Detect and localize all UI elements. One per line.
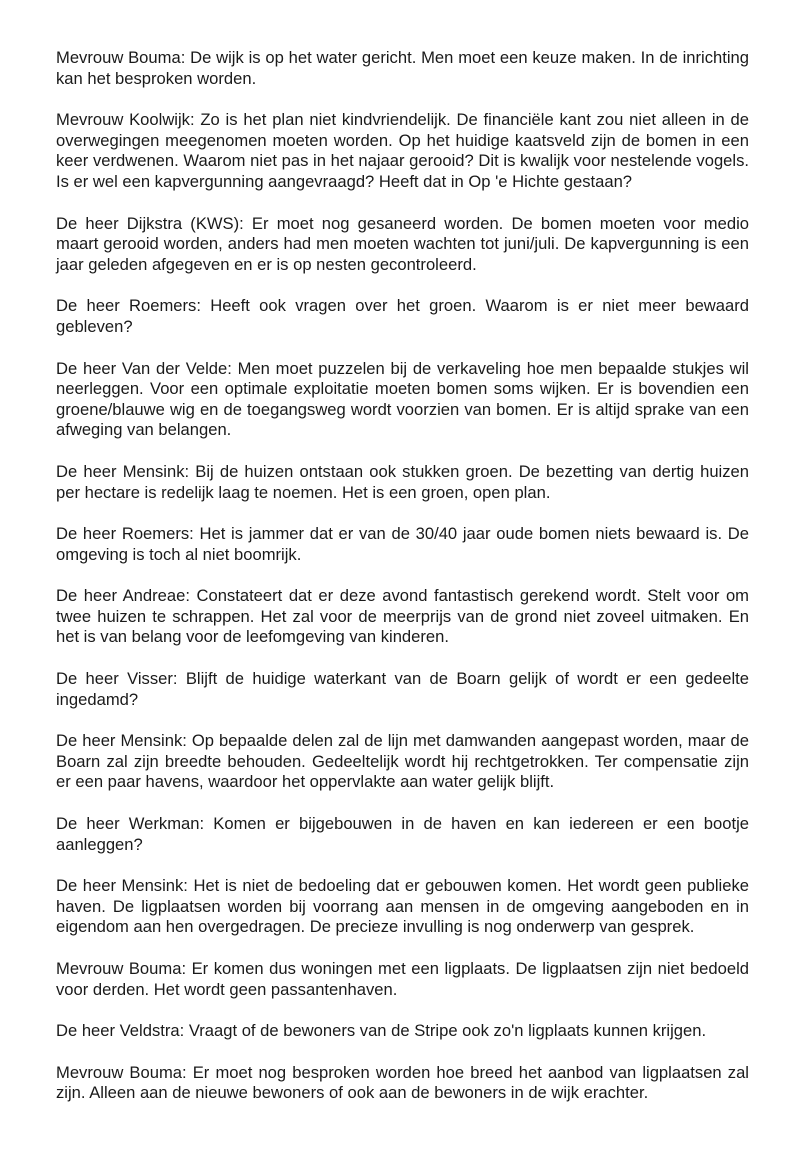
paragraph-mensink-3: De heer Mensink: Het is niet de bedoeling dat er gebouwen komen. Het wordt geen publieke haven. De ligplaatsen worden bij voorrang aan mensen in de omgeving aangeboden en in eigendom aan hen overgedragen. De precieze invulling is nog onderwerp van gesprek. [56,876,749,937]
paragraph-mensink-1: De heer Mensink: Bij de huizen ontstaan ook stukken groen. De bezetting van dertig huizen per hectare is redelijk laag te noemen. Het is een groen, open plan. [56,461,749,502]
paragraph-mensink-2: De heer Mensink: Op bepaalde delen zal de lijn met damwanden aangepast worden, maar de Boarn zal zijn breedte behouden. Gedeeltelijk wordt hij rechtgetrokken. Ter compensatie zijn er een paar havens, waardoor het oppervlakte aan water gelijk blijft. [56,731,749,792]
paragraph-andreae: De heer Andreae: Constateert dat er deze avond fantastisch gerekend wordt. Stelt voor om twee huizen te schrappen. Het zal voor de meerprijs van de grond niet zoveel uitmaken. En het is van belang voor de leefomgeving van kinderen. [56,586,749,647]
paragraph-roemers-1: De heer Roemers: Heeft ook vragen over het groen. Waarom is er niet meer bewaard gebleven? [56,296,749,336]
paragraph-bouma-2: Mevrouw Bouma: Er komen dus woningen met een ligplaats. De ligplaatsen zijn niet bedoeld voor derden. Het wordt geen passantenhaven. [56,959,749,999]
paragraph-van-der-velde: De heer Van der Velde: Men moet puzzelen bij de verkaveling hoe men bepaalde stukjes wil neerleggen. Voor een optimale exploitatie moeten bomen soms wijken. Er is bovendien een groene/blauwe wig en de toegangsweg wordt voorzien van bomen. Er is altijd sprake van een afweging van belangen. [56,358,749,440]
paragraph-roemers-2: De heer Roemers: Het is jammer dat er van de 30/40 jaar oude bomen niets bewaard is. De omgeving is toch al niet boomrijk. [56,524,749,564]
paragraph-bouma-3: Mevrouw Bouma: Er moet nog besproken worden hoe breed het aanbod van ligplaatsen zal zijn. Alleen aan de nieuwe bewoners of ook aan de bewoners in de wijk erachter. [56,1062,749,1103]
paragraph-bouma-1: Mevrouw Bouma: De wijk is op het water gericht. Men moet een keuze maken. In de inrichting kan het besproken worden. [56,48,749,88]
document-page [56,48,749,1104]
paragraph-visser: De heer Visser: Blijft de huidige waterkant van de Boarn gelijk of wordt er een gedeelte ingedamd? [56,669,749,709]
paragraph-werkman: De heer Werkman: Komen er bijgebouwen in de haven en kan iedereen er een bootje aanleggen? [56,814,749,854]
paragraph-koolwijk: Mevrouw Koolwijk: Zo is het plan niet kindvriendelijk. De financiële kant zou niet alleen in de overwegingen meegenomen moeten worden. Op het huidige kaatsveld zijn de bomen in een keer verdwenen. Waarom niet pas in het najaar gerooid? Dit is kwalijk voor nestelende vogels. Is er wel een kapvergunning aangevraagd? Heeft dat in Op 'e Hichte gestaan? [56,110,749,191]
paragraph-veldstra: De heer Veldstra: Vraagt of de bewoners van de Stripe ook zo'n ligplaats kunnen krijgen. [56,1021,707,1041]
paragraph-dijkstra: De heer Dijkstra (KWS): Er moet nog gesaneerd worden. De bomen moeten voor medio maart gerooid worden, anders had men moeten wachten tot juni/juli. De kapvergunning is een jaar geleden afgegeven en er is op nesten gecontroleerd. [56,213,749,274]
